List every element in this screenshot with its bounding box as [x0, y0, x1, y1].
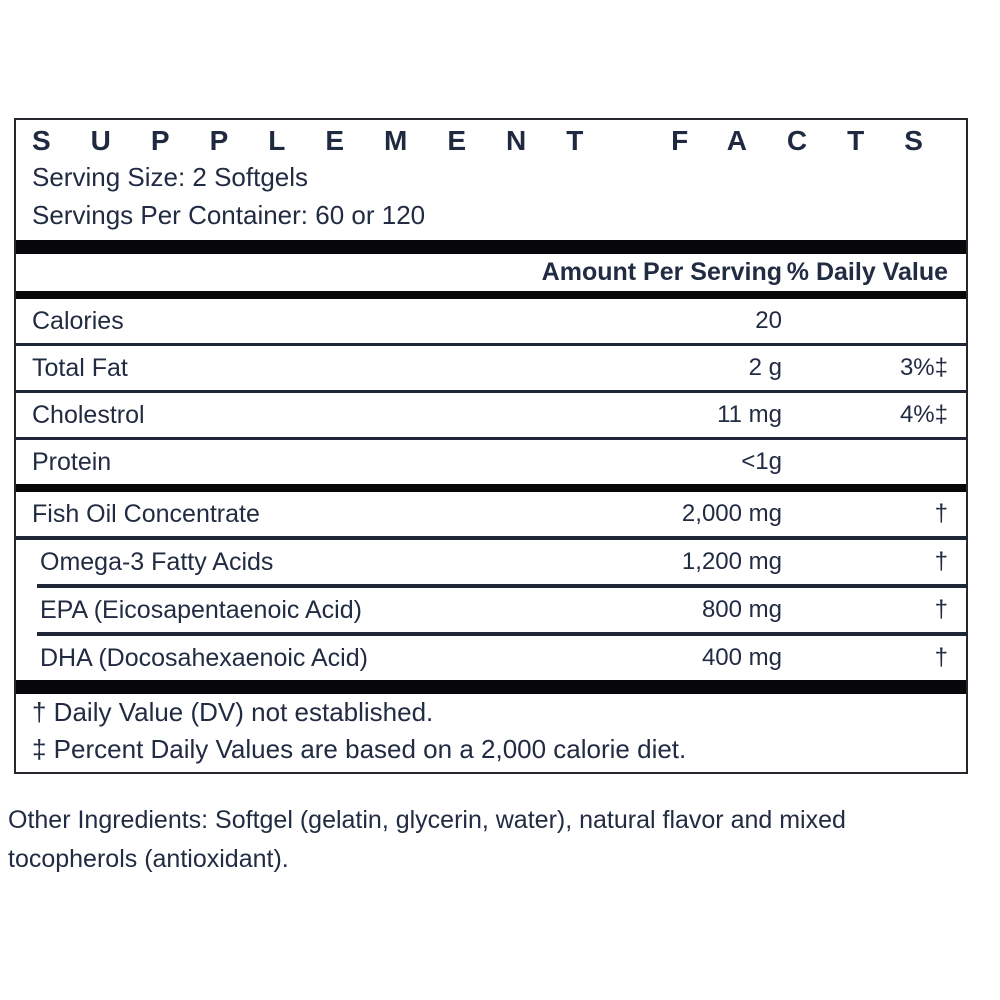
supplement-daily-value: † [934, 548, 948, 575]
supplement-amount: 1,200 mg [681, 548, 782, 575]
nutrient-row-calories [16, 299, 966, 343]
other-ingredients-text: Other Ingredients: Softgel (gelatin, glycerin, water), natural flavor and mixed tocopherols (antioxidant). [8, 806, 846, 873]
nutrient-daily-value: 4%‡ [899, 401, 948, 428]
divider-bar-thick [16, 680, 966, 694]
supplement-name: EPA (Eicosapentaenoic Acid) [40, 595, 362, 624]
supplement-name: Fish Oil Concentrate [32, 499, 260, 528]
footnote-daily-value: † Daily Value (DV) not established. [32, 697, 434, 727]
nutrient-row-protein [16, 440, 966, 484]
nutrient-amount: 11 mg [717, 401, 782, 428]
supplement-amount: 400 mg [701, 644, 782, 671]
daily-value-column-header: % Daily Value [786, 258, 948, 286]
supplement-name: DHA (Docosahexaenoic Acid) [40, 643, 368, 672]
divider-bar-thick [16, 240, 966, 254]
footnotes-section [16, 694, 966, 772]
supplement-amount: 2,000 mg [681, 500, 782, 527]
nutrient-name: Cholestrol [32, 400, 145, 429]
serving-size: Serving Size: 2 Softgels [32, 162, 309, 192]
supplement-daily-value: † [934, 644, 948, 671]
nutrient-name: Calories [32, 306, 124, 335]
amount-column-header: Amount Per Serving [541, 258, 782, 286]
supplement-row-epa [16, 588, 966, 632]
supplement-row-fish-oil [16, 492, 966, 536]
panel-header-section [16, 120, 966, 240]
panel-title: SUPPLEMENT FACTS [32, 125, 963, 156]
supplement-amount: 800 mg [701, 596, 782, 623]
supplement-row-omega-3 [16, 540, 966, 584]
footnote-percent-daily-values: ‡ Percent Daily Values are based on a 2,000 calorie diet. [32, 734, 687, 764]
nutrient-amount: <1g [741, 448, 782, 475]
supplement-daily-value: † [934, 596, 948, 623]
divider-bar-medium [16, 484, 966, 492]
nutrient-amount: 2 g [748, 354, 782, 381]
supplement-name: Omega-3 Fatty Acids [40, 547, 274, 576]
nutrient-row-cholestrol [16, 393, 966, 437]
nutrient-amount: 20 [755, 307, 782, 334]
column-header-row [16, 254, 966, 291]
supplement-daily-value: † [934, 500, 948, 527]
nutrient-row-total-fat [16, 346, 966, 390]
supplement-facts-panel [14, 118, 968, 774]
servings-per-container: Servings Per Container: 60 or 120 [32, 200, 426, 230]
nutrient-name: Protein [32, 447, 112, 476]
nutrient-name: Total Fat [32, 353, 128, 382]
divider-bar-medium [16, 291, 966, 299]
nutrient-daily-value: 3%‡ [899, 354, 948, 381]
supplement-row-dha [16, 636, 966, 680]
